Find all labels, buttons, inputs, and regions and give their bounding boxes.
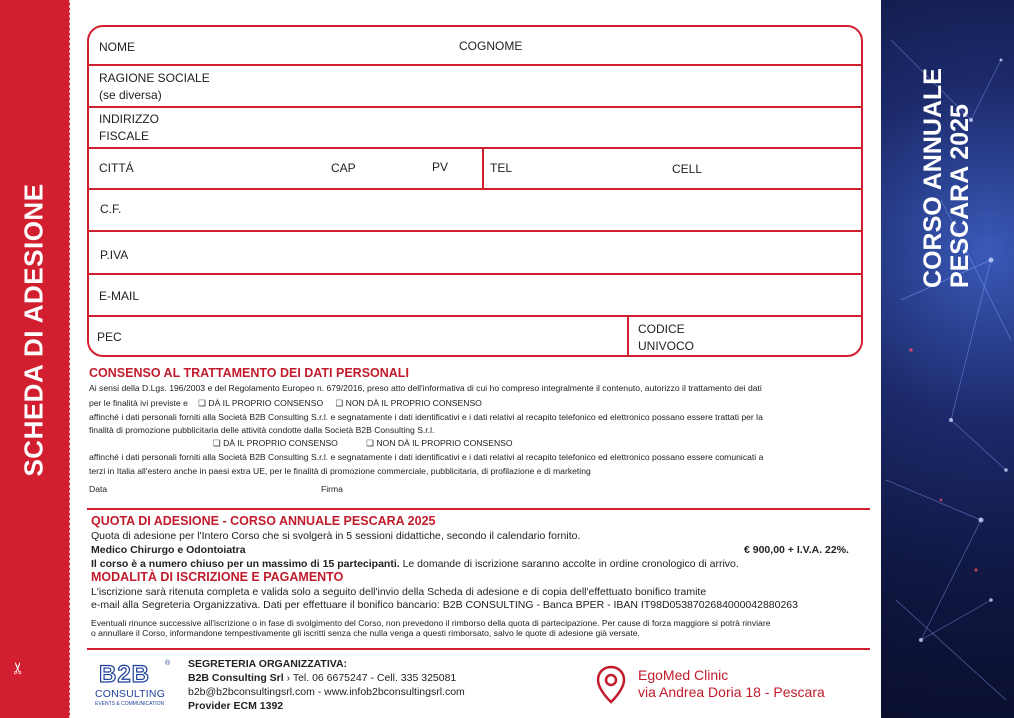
right-banner [881,0,1014,718]
row-name [89,27,861,66]
row-cf [89,190,861,232]
secretariat-contacts: B2B Consulting Srl › Tel. 06 6675247 - Cell. 335 325081 [188,672,457,684]
cf-field[interactable]: C.F. [100,202,122,216]
consent-text: finalità di promozione pubblicitaria delle attività condotte dalla Società B2B Consulting S.r.l. [89,425,435,435]
ragione-sociale-field[interactable]: RAGIONE SOCIALE (se diversa) [99,71,210,102]
modalita-title: MODALITÀ DI ISCRIZIONE E PAGAMENTO [91,570,344,584]
consent-text: affinché i dati personali forniti alla Società B2B Consulting S.r.l. e segnatamente i dati identificativi e i dati relativi al recapito telefonico ed elettronico possano essere comunicati a [89,452,764,462]
cell-field[interactable]: CELL [672,162,703,176]
row-pec [89,317,861,357]
tel-field[interactable]: TEL [490,161,513,175]
cancellation-note: o annullare il Corso, informandone tempestivamente gli iscritti senza che nulla venga a questi rimborsato, salvo le quote di adesione già versate. [91,628,640,638]
consent2-yes-checkbox[interactable]: ❑ DÀ IL PROPRIO CONSENSO [213,438,338,448]
nome-field[interactable]: NOME [99,40,135,54]
secretariat-title: SEGRETERIA ORGANIZZATIVA: [188,658,348,670]
modalita-text: L'iscrizione sarà ritenuta completa e valida solo a seguito dell'invio della Scheda di adesione e di copia dell'effettuato bonifico tramite [91,586,707,598]
indirizzo-field[interactable]: INDIRIZZO FISCALE [99,112,159,143]
consent-title: CONSENSO AL TRATTAMENTO DEI DATI PERSONALI [89,366,409,380]
registration-form [87,25,863,357]
quota-title: QUOTA DI ADESIONE - CORSO ANNUALE PESCARA 2025 [91,514,436,528]
cap-field[interactable]: CAP [331,161,356,175]
quota-price: € 900,00 + I.V.A. 22%. [744,544,849,556]
row-ragione [89,66,861,108]
consent-options-2 [213,438,513,449]
cancellation-note: Eventuali rinunce successive all'iscrizione o in fase di svolgimento del Corso, non prevedono il rimborso della quota di partecipazione. Per cause di forza maggiore si potrà rinviare [91,618,771,628]
email-field[interactable]: E-MAIL [99,289,140,303]
divider [87,648,870,650]
cognome-field[interactable]: COGNOME [459,39,523,53]
divider [87,508,870,510]
consent-text: affinché i dati personali forniti alla Società B2B Consulting S.r.l. e segnatamente i dati identificativi e i dati relativi al recapito telefonico ed elettronico possano essere trattati per la [89,412,763,422]
row-email [89,275,861,317]
consent-yes-checkbox[interactable]: ❑ DÀ IL PROPRIO CONSENSO [198,398,324,408]
citta-field[interactable]: CITTÁ [99,161,134,175]
consent-text: Ai sensi della D.Lgs. 196/2003 e del Regolamento Europeo n. 679/2016, preso atto dell'informativa di cui ho compreso integralmente il contenuto, autorizzo il trattamento dei dati [89,383,762,393]
date-field[interactable]: Data [89,484,108,494]
venue-address: via Andrea Doria 18 - Pescara [638,684,825,700]
piva-field[interactable]: P.IVA [100,248,129,262]
left-sidebar [0,0,70,718]
pv-field[interactable]: PV [432,160,449,174]
provider-ecm: Provider ECM 1392 [188,700,284,712]
logo-mark: B2B ® CONSULTING EVENTS & COMMUNICATION [95,660,171,707]
b2b-logo [95,660,175,710]
quota-closed-text: Il corso è a numero chiuso per un massimo di 15 partecipanti. Le domande di iscrizione saranno accolte in ordine cronologico di arrivo. [91,558,739,570]
row-citta [89,149,861,190]
venue-name: EgoMed Clinic [638,667,729,683]
location-pin-icon [596,665,626,705]
form-title-vertical: SCHEDA DI ADESIONE [18,183,49,477]
secretariat-email-web[interactable]: b2b@b2bconsultingsrl.com - www.infob2bconsultingsrl.com [188,686,465,698]
modalita-text: e-mail alla Segreteria Organizzativa. Dati per effettuare il bonifico bancario: B2B CONSULTING - Banca BPER - IBAN IT98D0538702684000042880263 [91,599,798,611]
row-indirizzo [89,108,861,149]
consent-text: terzi in Italia all'estero anche in paesi extra UE, per le finalità di promozione commerciale, pubblicitaria, di profilazione e di marketing [89,466,591,476]
scissors-icon: ✂ [10,661,28,675]
course-title-vertical: CORSO ANNUALE PESCARA 2025 [919,68,974,288]
pec-field[interactable]: PEC [97,330,122,344]
codice-univoco-field[interactable]: CODICE UNIVOCO [638,322,695,353]
divider [482,149,484,188]
row-piva [89,232,861,275]
consent-no-checkbox[interactable]: ❑ NON DÀ IL PROPRIO CONSENSO [335,398,482,408]
quota-text: Quota di adesione per l'Intero Corso che si svolgerà in 5 sessioni didattiche, secondo il calendario fornito. [91,530,581,542]
consent2-no-checkbox[interactable]: ❑ NON DÀ IL PROPRIO CONSENSO [366,438,513,448]
signature-field[interactable]: Firma [321,484,343,494]
quota-role: Medico Chirurgo e Odontoiatra [91,544,246,556]
consent-text: per le finalità ivi previste e ❑ DÀ IL PROPRIO CONSENSO ❑ NON DÀ IL PROPRIO CONSENSO [89,398,482,408]
divider [627,317,629,357]
